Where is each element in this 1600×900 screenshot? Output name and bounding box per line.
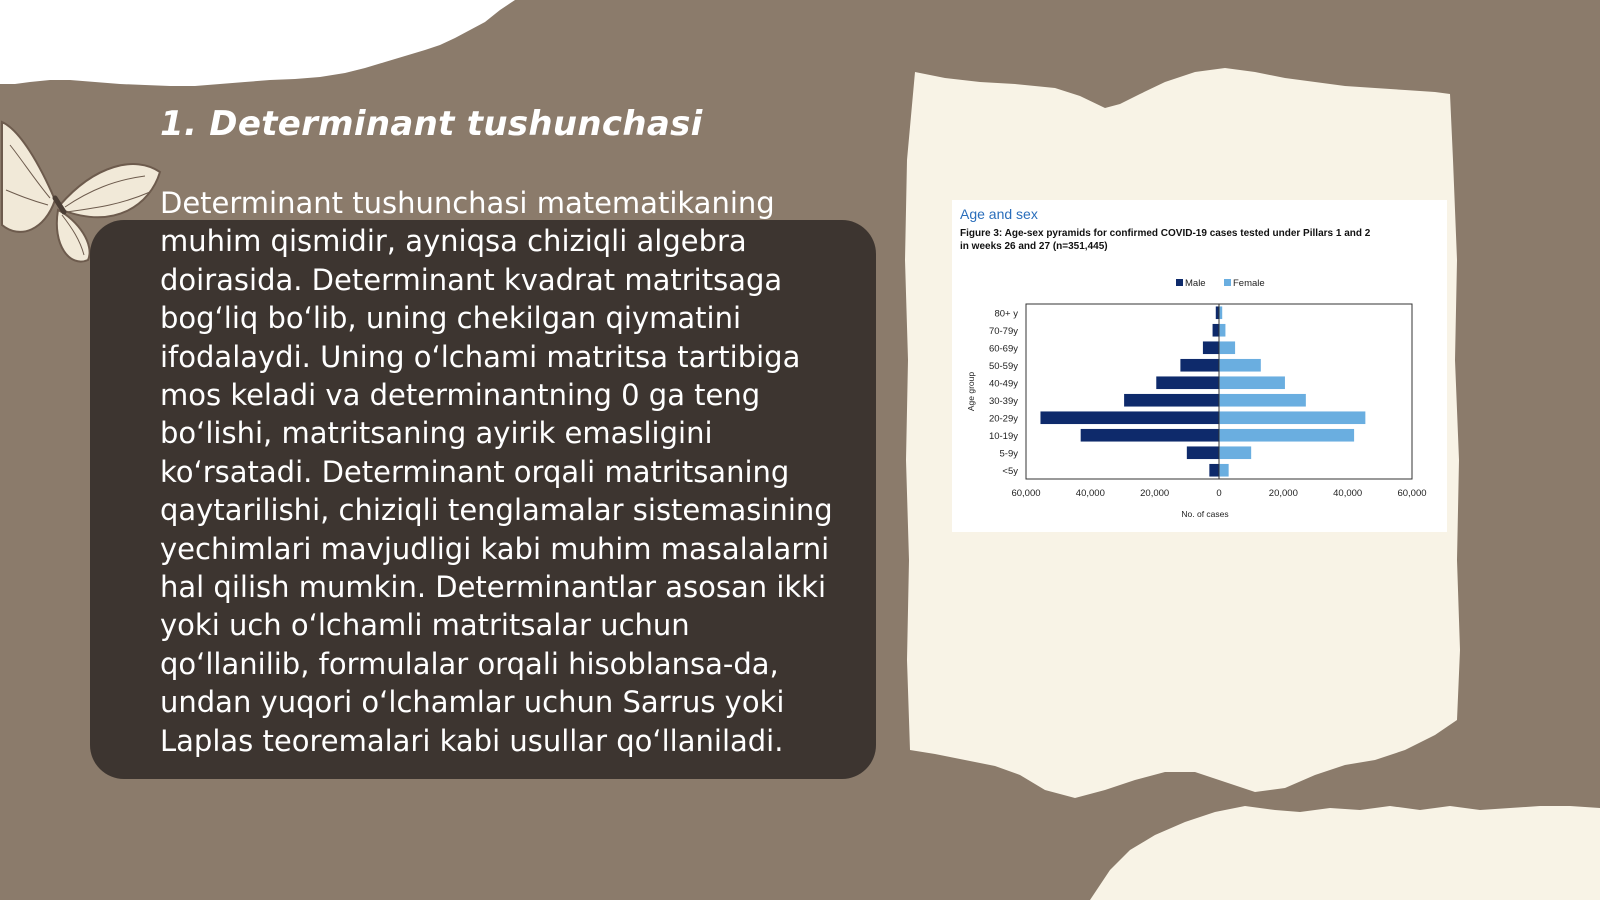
legend-swatch-female bbox=[1224, 279, 1231, 286]
x-tick-label: 40,000 bbox=[1075, 488, 1105, 499]
male-bar bbox=[1180, 359, 1219, 372]
x-tick-label: 0 bbox=[1216, 488, 1222, 499]
female-bar bbox=[1219, 359, 1261, 372]
slide-title: 1. Determinant tushunchasi bbox=[160, 104, 703, 144]
female-bar bbox=[1219, 394, 1306, 407]
male-bar bbox=[1124, 394, 1219, 407]
y-tick-label: 20-29y bbox=[988, 413, 1018, 425]
figure-card bbox=[952, 200, 1447, 532]
male-bar bbox=[1213, 324, 1219, 337]
x-tick-label: 60,000 bbox=[1011, 488, 1041, 499]
male-bar bbox=[1209, 464, 1219, 477]
male-bar bbox=[1156, 376, 1219, 389]
body-paragraph: Determinant tushunchasi matematikaning muhim qismidir, ayniqsa chiziqli algebra doirasida. Determinant kvadrat matritsaga bog‘liq bo‘lib, uning chekilgan qiymatini ifodalaydi. Uning o‘lchami matritsa tartibiga mos keladi va determinantning 0 ga teng bo‘lishi, matritsaning ayirik emasligini ko‘rsatadi. Determinant orqali matritsaning qaytarilishi, chiziqli tenglamalar sistemasining yechimlari mavjudligi kabi muhim masalalarni hal qilish mumkin. Determinantlar asosan ikki yoki uch o‘lchamli matritsalar uchun qo‘llanilib, formulalar orqali hisoblansa-da, undan yuqori o‘lchamlar uchun Sarrus yoki Laplas teoremalari kabi usullar qo‘llaniladi. bbox=[160, 186, 833, 758]
female-bar bbox=[1219, 411, 1365, 424]
x-axis-label: No. of cases bbox=[1181, 509, 1229, 519]
figure-caption: Figure 3: Age-sex pyramids for confirmed COVID-19 cases tested under Pillars 1 and 2 in weeks 26 and 27 (n=351,445) bbox=[960, 228, 1371, 252]
y-tick-label: 5-9y bbox=[999, 448, 1018, 460]
y-tick-label: 50-59y bbox=[988, 360, 1018, 372]
female-bar bbox=[1219, 446, 1251, 459]
y-tick-label: 40-49y bbox=[988, 378, 1018, 390]
y-tick-label: 70-79y bbox=[988, 325, 1018, 337]
female-bar bbox=[1219, 324, 1225, 337]
legend-swatch-male bbox=[1176, 279, 1183, 286]
y-tick-label: 80+ y bbox=[994, 308, 1018, 320]
x-tick-label: 40,000 bbox=[1333, 488, 1363, 499]
male-bar bbox=[1040, 411, 1219, 424]
male-bar bbox=[1081, 429, 1219, 442]
y-tick-label: 30-39y bbox=[988, 395, 1018, 407]
figure-section-heading: Age and sex bbox=[960, 206, 1038, 222]
x-tick-label: 20,000 bbox=[1140, 488, 1170, 499]
y-axis-label: Age group bbox=[966, 371, 976, 412]
male-bar bbox=[1203, 341, 1219, 354]
x-tick-label: 20,000 bbox=[1268, 488, 1298, 499]
male-bar bbox=[1187, 446, 1219, 459]
female-bar bbox=[1219, 376, 1285, 389]
age-sex-pyramid-chart bbox=[952, 200, 1447, 532]
x-tick-label: 60,000 bbox=[1397, 488, 1427, 499]
female-bar bbox=[1219, 341, 1235, 354]
female-bar bbox=[1219, 464, 1229, 477]
y-tick-label: 60-69y bbox=[988, 343, 1018, 355]
y-tick-label: 10-19y bbox=[988, 430, 1018, 442]
legend-label-female: Female bbox=[1233, 278, 1265, 289]
y-tick-label: <5y bbox=[1002, 465, 1018, 477]
female-bar bbox=[1219, 429, 1354, 442]
legend-label-male: Male bbox=[1185, 278, 1206, 289]
